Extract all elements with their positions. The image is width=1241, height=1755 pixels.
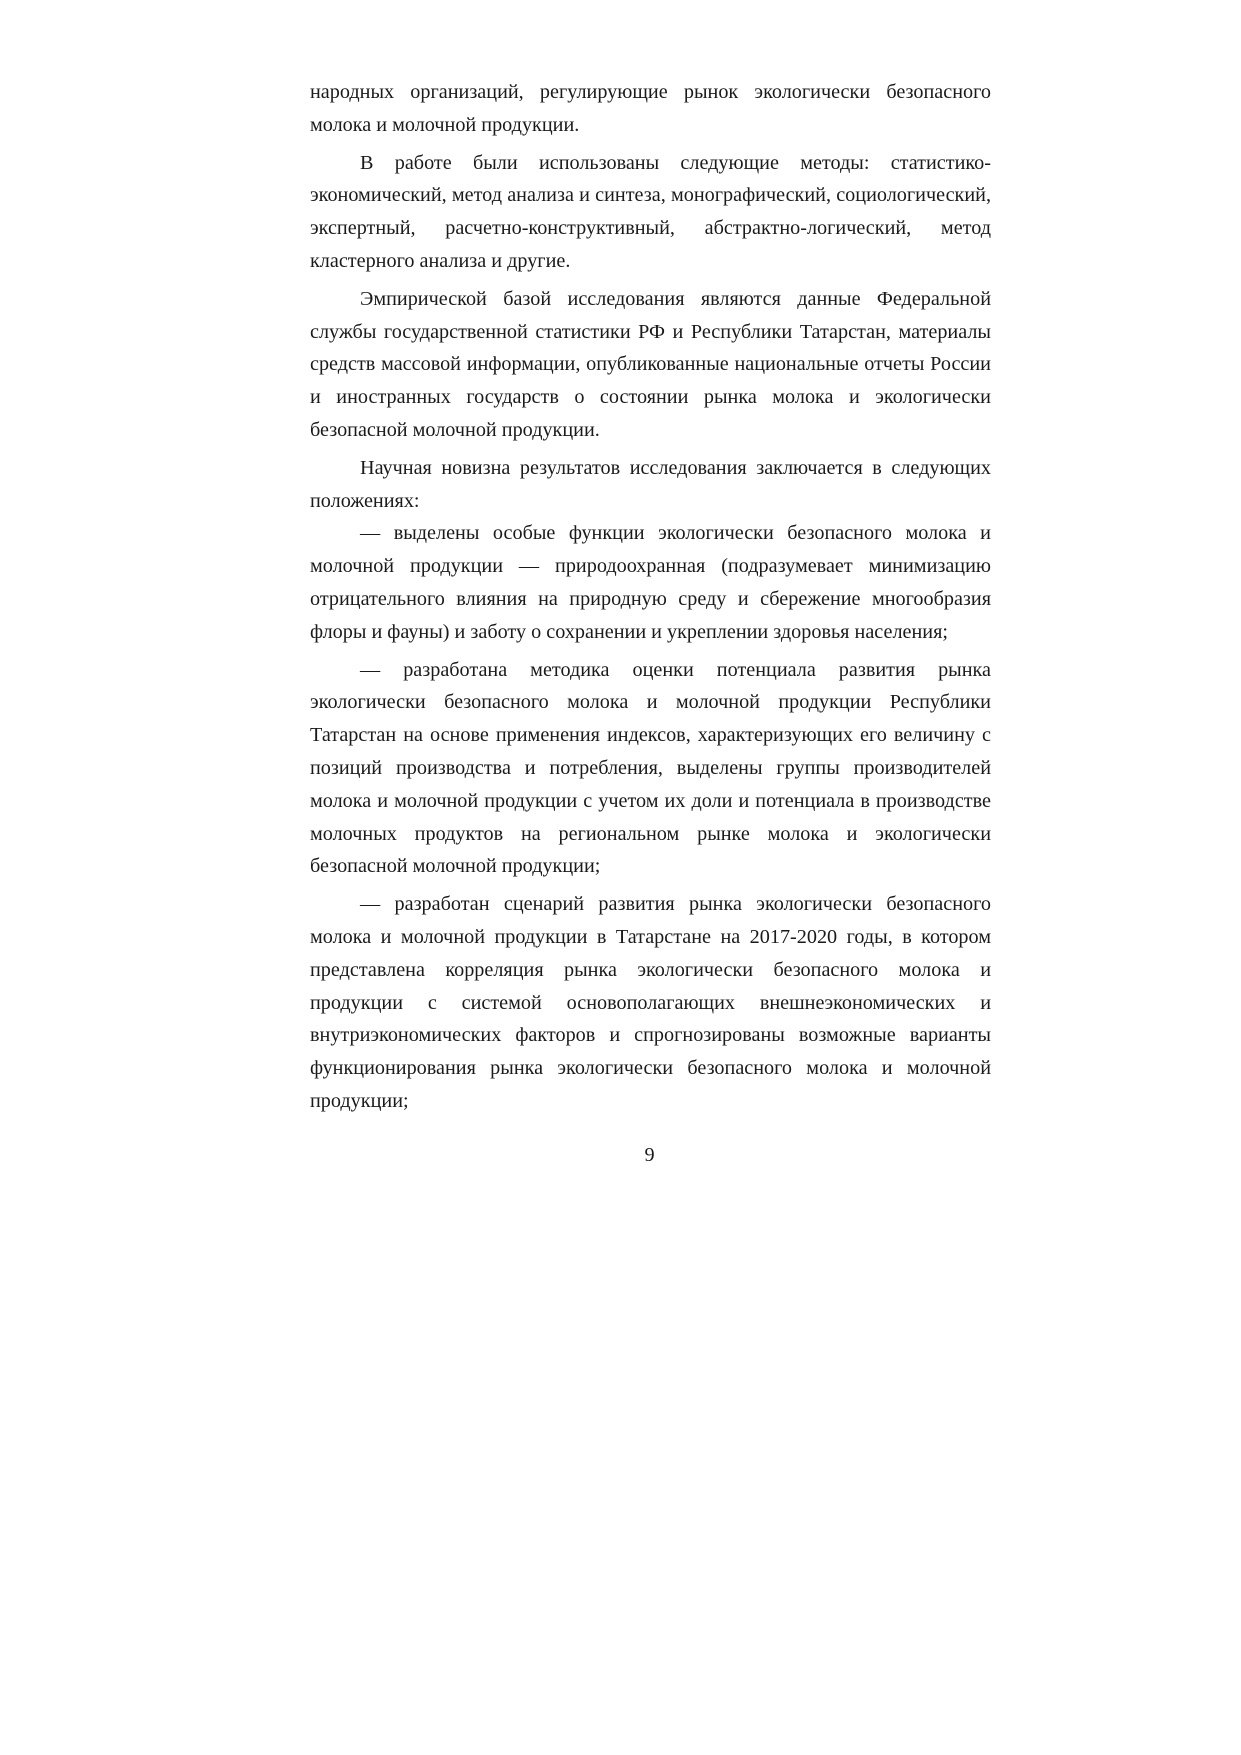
paragraph-novelty-intro: Научная новизна результатов исследования заключается в следующих положениях: [310, 456, 991, 512]
list-item-scenario: — разработан сценарий развития рынка экологически безопасного молока и молочной продукции в Татарстане на 2017-2020 годы, в котором представлена корреляция рынка экологически безопасного молока и продукции с системой основополагающих внешнеэкономических и внутриэкономических факторов и спрогнозированы возможные варианты функционирования рынка экологически безопасного молока и молочной продукции; [310, 893, 991, 1112]
paragraph-continuation: народных организаций, регулирующие рынок экологически безопасного молока и молочной продукции. [310, 81, 991, 136]
document-body [310, 76, 991, 1118]
paragraph-empirical-base: Эмпирической базой исследования являются данные Федеральной службы государственной статистики РФ и Республики Татарстан, материалы средств массовой информации, опубликованные национальные отчеты России и иностранных государств о состоянии рынка молока и экологически безопасной молочной продукции. [310, 287, 991, 441]
page-number: 9 [644, 1144, 655, 1166]
paragraph-methods: В работе были использованы следующие методы: статистико-экономический, метод анализа и синтеза, монографический, социологический, экспертный, расчетно-конструктивный, абстрактно-логический, метод кластерного анализа и другие. [310, 151, 991, 272]
list-item-methodology: — разработана методика оценки потенциала развития рынка экологически безопасного молока и молочной продукции Республики Татарстан на основе применения индексов, характеризующих его величину с позиций производства и потребления, выделены группы производителей молока и молочной продукции с учетом их доли и потенциала в производстве молочных продуктов на региональном рынке молока и экологически безопасной молочной продукции; [310, 658, 991, 878]
list-item-functions: — выделены особые функции экологически безопасного молока и молочной продукции — природоохранная (подразумевает минимизацию отрицательного влияния на природную среду и сбережение многообразия флоры и фауны) и заботу о сохранении и укреплении здоровья населения; [310, 522, 991, 643]
